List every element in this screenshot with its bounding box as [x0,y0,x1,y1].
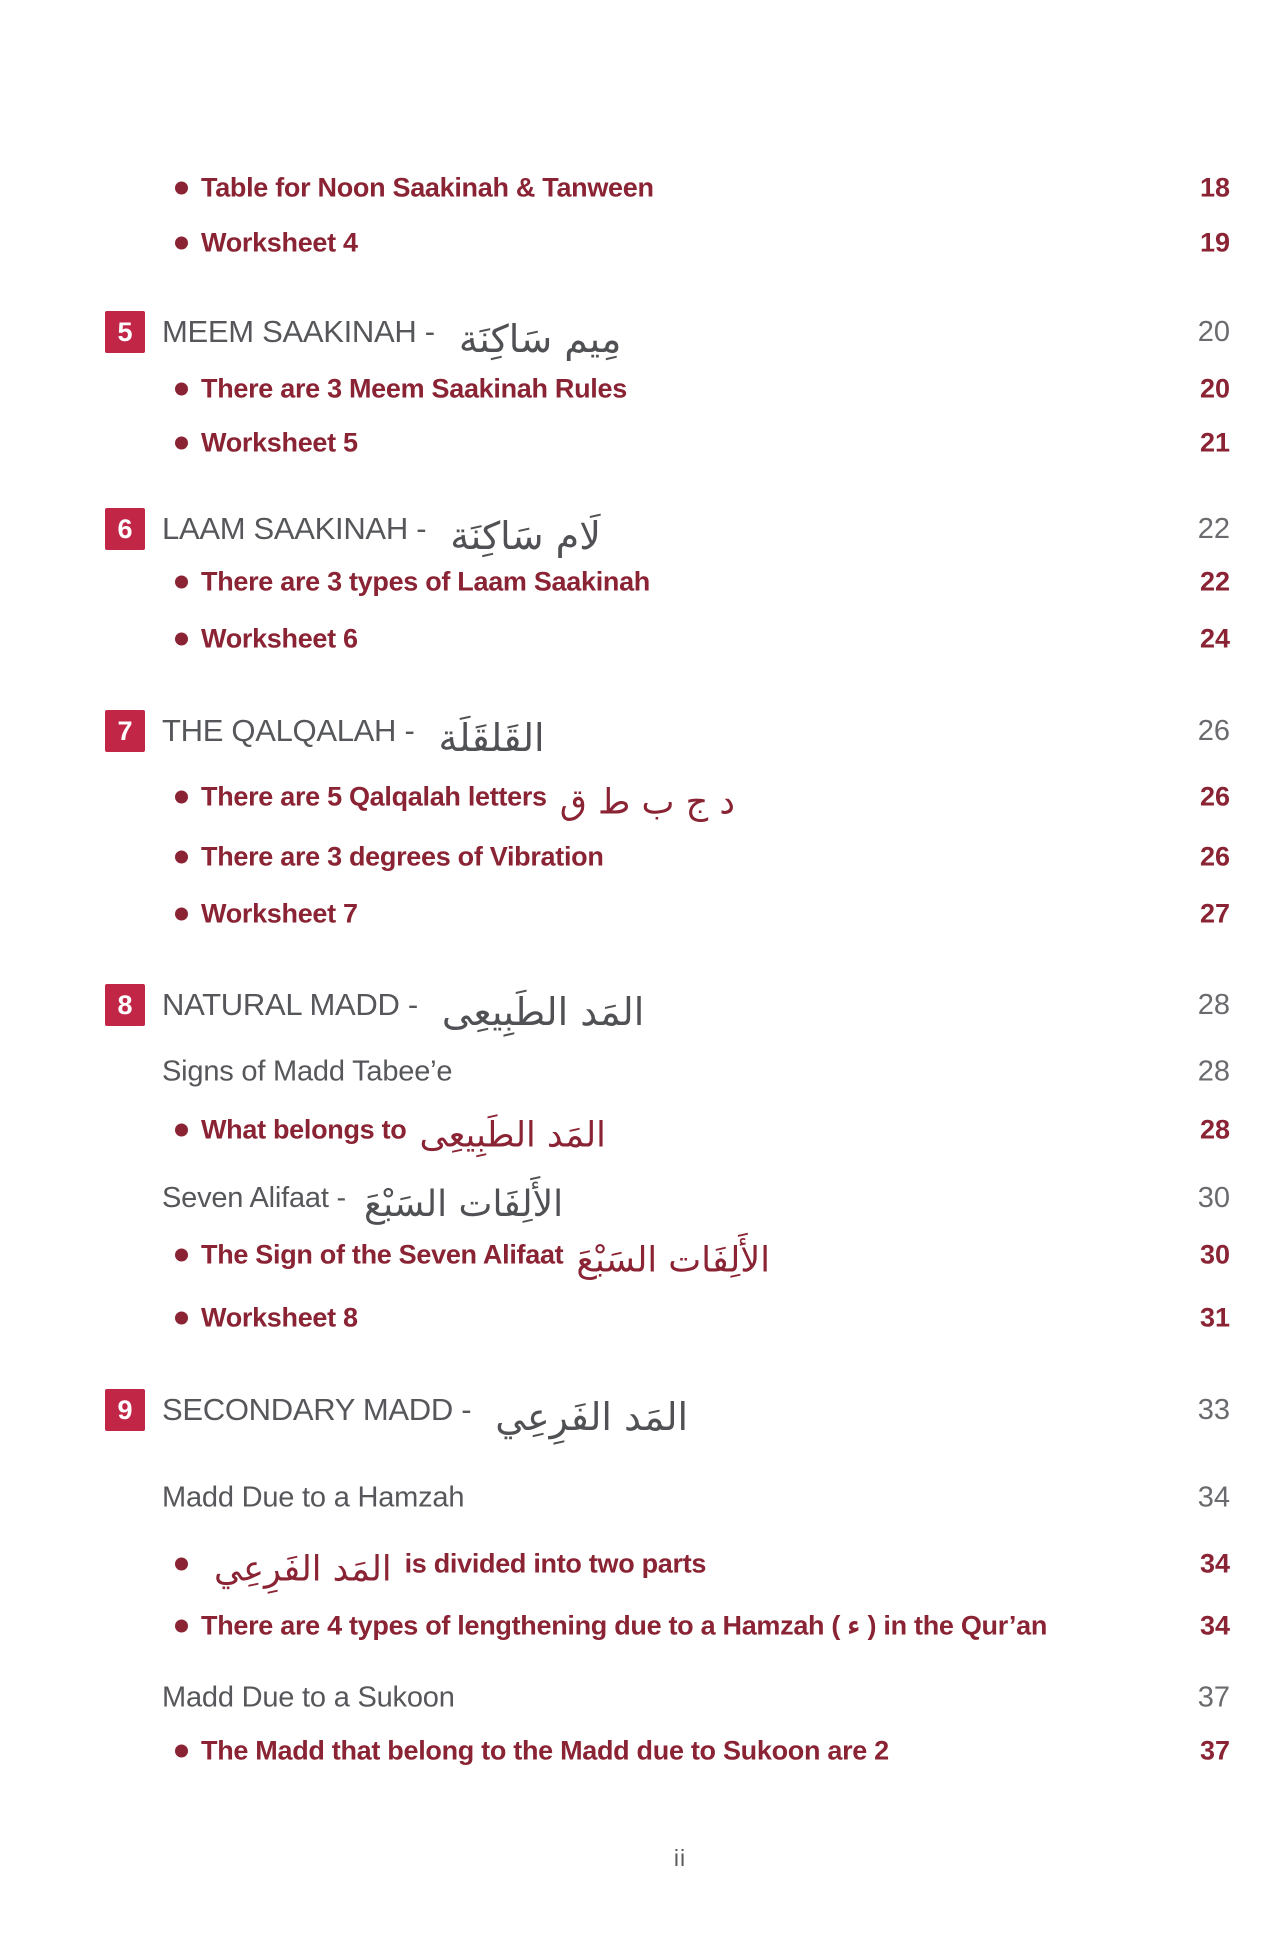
bullet-icon [175,908,188,921]
toc-row-content [105,428,1180,459]
toc-row [105,842,1230,873]
bullet-icon [175,182,188,195]
arabic-text: د ج ب ط ق [559,782,735,823]
bullet-icon [175,851,188,864]
page-number: 20 [1197,315,1230,348]
toc-row [105,899,1230,930]
bullet-icon [175,633,188,646]
toc-entry-label: The Sign of the Seven Alifaat [201,1239,564,1270]
page-number: 30 [1197,1181,1230,1214]
toc-row-content [105,1238,1180,1281]
arabic-text: الأَلِفَات السَبْعَ [364,1184,564,1225]
toc-rows-container [105,0,1230,1944]
page-number: 37 [1197,1681,1230,1714]
toc-row-content [105,1180,1178,1225]
toc-row-content [105,1389,1178,1439]
section-title: LAAM SAAKINAH - [162,511,427,546]
page-number: 37 [1199,1735,1230,1766]
bullet-icon [175,1620,188,1633]
page-number: 28 [1197,1055,1230,1088]
arabic-text: الأَلِفَات السَبْعَ [576,1240,770,1281]
page-number: 26 [1199,781,1230,812]
toc-row [105,624,1230,655]
toc-entry-label: There are 3 degrees of Vibration [201,841,604,872]
toc-row [105,1113,1230,1156]
toc-row-content [105,899,1180,930]
toc-row [105,374,1230,405]
page-number: 24 [1199,623,1230,654]
toc-row-content [105,1056,1178,1089]
toc-row-content [105,228,1180,259]
bullet-icon [175,437,188,450]
toc-row [105,1180,1230,1225]
arabic-text: المَد الطَبِيعِى [441,990,645,1034]
toc-row-content [105,984,1178,1034]
toc-row-content [105,567,1180,598]
page-number: 27 [1199,898,1230,929]
toc-entry-label: Signs of Madd Tabee’e [162,1055,453,1088]
section-number-badge: 8 [105,984,145,1026]
toc-entry-label: The Madd that belong to the Madd due to Sukoon are 2 [201,1735,889,1766]
arabic-text: مِيم سَاكِنَة [458,317,622,361]
toc-entry-label: There are 3 Meem Saakinah Rules [201,373,627,404]
toc-entry-label: There are 4 types of lengthening due to a Hamzah ( ء ) in the Qur’an [201,1610,1048,1641]
page-number: 34 [1199,1548,1230,1579]
page-number: 28 [1197,988,1230,1021]
page-number: 18 [1199,172,1230,203]
page-number: 34 [1199,1610,1230,1641]
toc-row [105,311,1230,361]
arabic-text: المَد الفَرِعِي [495,1395,689,1439]
toc-row [105,710,1230,760]
toc-entry-label: Table for Noon Saakinah & Tanween [201,172,654,203]
section-title: MEEM SAAKINAH - [162,314,435,349]
toc-entry-label: There are 5 Qalqalah letters [201,781,547,812]
bullet-icon [175,791,188,804]
toc-row-content [105,1482,1178,1515]
toc-row [105,1736,1230,1767]
toc-entry-label: Madd Due to a Hamzah [162,1481,465,1514]
toc-row-content [105,780,1180,823]
page-number: 19 [1199,227,1230,258]
toc-row [105,1238,1230,1281]
toc-row [105,508,1230,558]
toc-row-content [105,710,1178,760]
toc-row-content [105,842,1180,873]
page-number: 26 [1199,841,1230,872]
toc-row-content [105,1611,1180,1642]
toc-entry-label: Seven Alifaat - [162,1181,346,1214]
bullet-icon [175,1312,188,1325]
bullet-icon [175,237,188,250]
page-number: 20 [1199,373,1230,404]
toc-entry-label: Worksheet 4 [201,227,358,258]
toc-row [105,984,1230,1034]
toc-entry-label: What belongs to [201,1114,407,1145]
toc-row [105,1611,1230,1642]
toc-row-content [105,1682,1178,1715]
page-number: 21 [1199,427,1230,458]
toc-row-content [105,508,1178,558]
toc-row [105,567,1230,598]
section-number-badge: 5 [105,311,145,353]
section-title: SECONDARY MADD - [162,1392,472,1427]
bullet-icon [175,1249,188,1262]
toc-row [105,1303,1230,1334]
section-number-badge: 6 [105,508,145,550]
toc-row-content [105,624,1180,655]
bullet-icon [175,576,188,589]
section-number-badge: 7 [105,710,145,752]
toc-row [105,1056,1230,1089]
section-number-badge: 9 [105,1389,145,1431]
toc-entry-label: Worksheet 7 [201,898,358,929]
toc-row-content [105,1736,1180,1767]
toc-row [105,173,1230,204]
toc-row [105,428,1230,459]
page-number: 34 [1197,1481,1230,1514]
page-number: 26 [1197,714,1230,747]
toc-entry-label: is divided into two parts [404,1548,707,1579]
section-title: THE QALQALAH - [162,713,415,748]
footer-page-number: ii [673,1845,687,1871]
toc-entry-label: Worksheet 8 [201,1302,358,1333]
page-number: 30 [1199,1239,1230,1270]
arabic-text: القَلقَلَة [438,716,545,760]
toc-row [105,1547,1230,1590]
toc-entry-label: There are 3 types of Laam Saakinah [201,566,650,597]
page-number: 22 [1197,512,1230,545]
bullet-icon [175,1558,188,1571]
arabic-text: لَام سَاكِنَة [450,514,601,558]
page-number: 22 [1199,566,1230,597]
bullet-icon [175,383,188,396]
bullet-icon [175,1745,188,1758]
section-title: NATURAL MADD - [162,987,418,1022]
toc-entry-label: Madd Due to a Sukoon [162,1681,455,1714]
toc-row [105,1482,1230,1515]
toc-row-content [105,1113,1180,1156]
toc-row-content [105,173,1180,204]
toc-row [105,780,1230,823]
arabic-text: المَد الطَبِيعِى [419,1115,606,1156]
toc-row-content [105,311,1178,361]
bullet-icon [175,1124,188,1137]
arabic-text: المَد الفَرِعِي [214,1549,392,1590]
toc-entry-label: Worksheet 5 [201,427,358,458]
toc-row-content [105,1547,1180,1590]
toc-row-content [105,1303,1180,1334]
page-number: 31 [1199,1302,1230,1333]
toc-row [105,1682,1230,1715]
toc-row [105,1389,1230,1439]
page-number: 33 [1197,1393,1230,1426]
page-number: 28 [1199,1114,1230,1145]
toc-entry-label: Worksheet 6 [201,623,358,654]
toc-row [105,228,1230,259]
toc-row-content [105,374,1180,405]
